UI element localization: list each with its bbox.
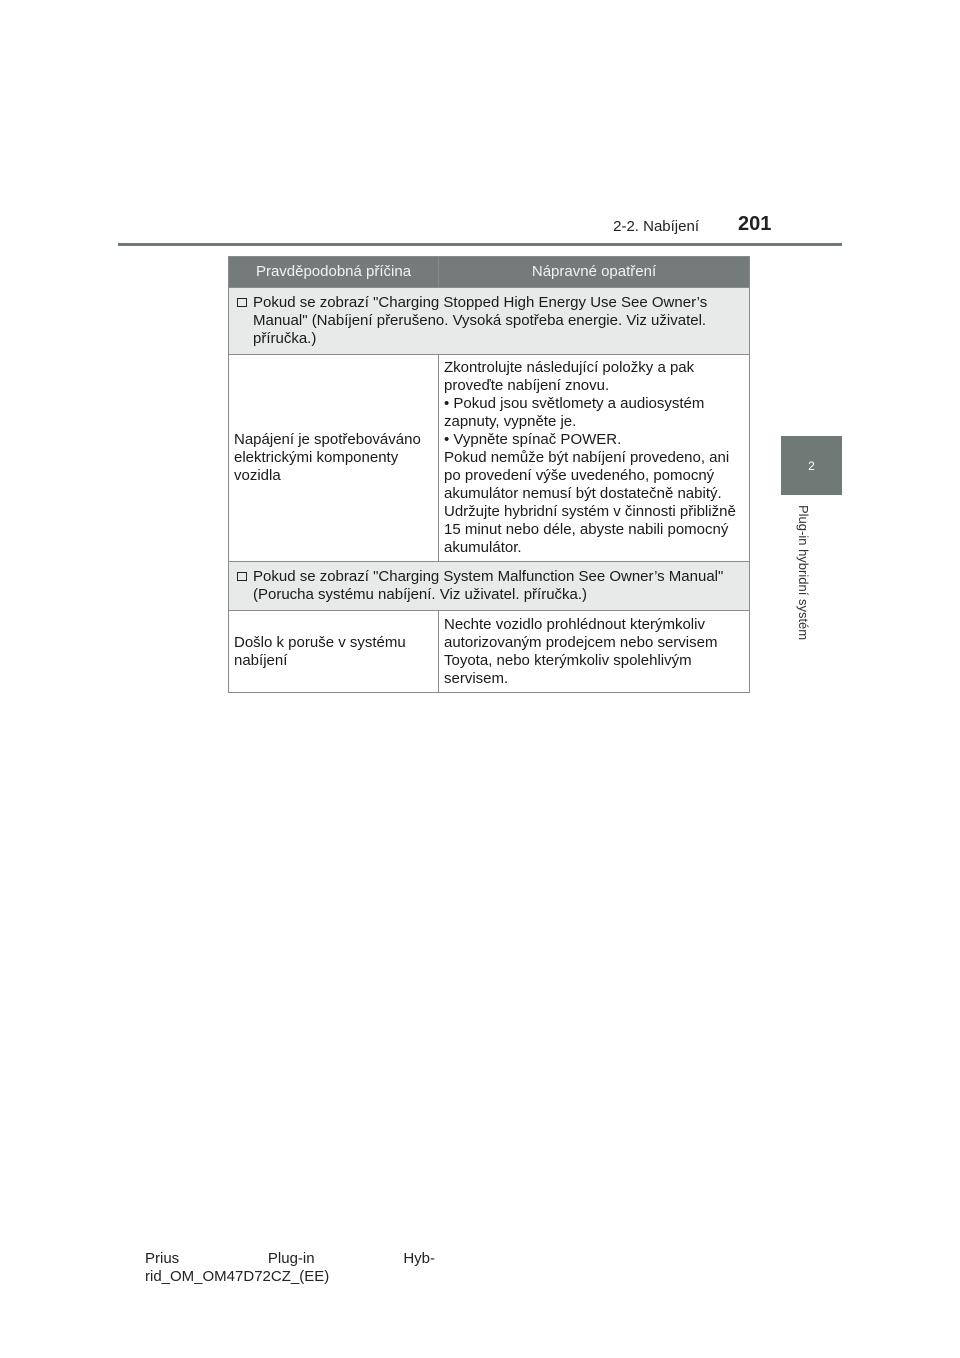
column-header-remedy: Nápravné opatření bbox=[439, 257, 750, 288]
page-number: 201 bbox=[738, 213, 772, 235]
remedy-bullet: • Vypněte spínač POWER. bbox=[444, 431, 622, 448]
footer-part: rid_OM_OM47D72CZ_(EE) bbox=[145, 1268, 330, 1285]
table-header-row bbox=[229, 257, 750, 288]
section-title: 2-2. Nabíjení bbox=[613, 218, 699, 235]
cause-cell: Napájení je spotřebováváno elektrickými komponenty vozidla bbox=[229, 355, 439, 562]
remedy-text: Zkontrolujte následující položky a pak proveďte nabíjení znovu. bbox=[444, 359, 695, 394]
remedy-text: Pokud nemůže být nabíjení provedeno, ani po provedení výše uvedeného, pomocný akumulátor nemusí být dostatečně nabitý. Udržujte hybridní systém v činnosti přibližně 15 minut nebo déle, abyste nabili pomocný akumulátor. bbox=[444, 449, 736, 556]
section-cell bbox=[229, 562, 750, 611]
checkbox-square-icon bbox=[237, 572, 247, 581]
footer-part: Hyb- bbox=[403, 1250, 435, 1267]
footer-part: Prius bbox=[145, 1250, 180, 1267]
chapter-tab bbox=[781, 436, 842, 495]
column-header-cause: Pravděpodobná příčina bbox=[229, 257, 439, 288]
document-footer bbox=[145, 1250, 435, 1286]
header-divider bbox=[118, 243, 842, 246]
table-row bbox=[229, 611, 750, 693]
section-message: Pokud se zobrazí "Charging System Malfunction See Owner’s Manual" (Porucha systému nabíjení. Viz uživatel. příručka.) bbox=[253, 568, 724, 603]
section-cell bbox=[229, 288, 750, 355]
chapter-number: 2 bbox=[808, 458, 815, 473]
table-row bbox=[229, 355, 750, 562]
cause-cell: Došlo k poruše v systému nabíjení bbox=[229, 611, 439, 693]
section-row bbox=[229, 288, 750, 355]
section-message: Pokud se zobrazí "Charging Stopped High Energy Use See Owner’s Manual" (Nabíjení přerušeno. Vysoká spotřeba energie. Viz uživatel. příručka.) bbox=[253, 294, 708, 347]
remedy-bullet: • Pokud jsou světlomety a audiosystém zapnuty, vypněte je. bbox=[444, 395, 705, 430]
section-row bbox=[229, 562, 750, 611]
checkbox-square-icon bbox=[237, 298, 247, 307]
troubleshooting-table bbox=[228, 256, 750, 693]
remedy-text: Nechte vozidlo prohlédnout kterýmkoliv autorizovaným prodejcem nebo servisem Toyota, nebo kterýmkoliv spolehlivým servisem. bbox=[444, 615, 718, 687]
chapter-title: Plug-in hybridní systém bbox=[796, 505, 811, 641]
remedy-cell bbox=[439, 611, 750, 693]
footer-part: Plug-in bbox=[267, 1250, 315, 1267]
remedy-cell bbox=[439, 355, 750, 562]
